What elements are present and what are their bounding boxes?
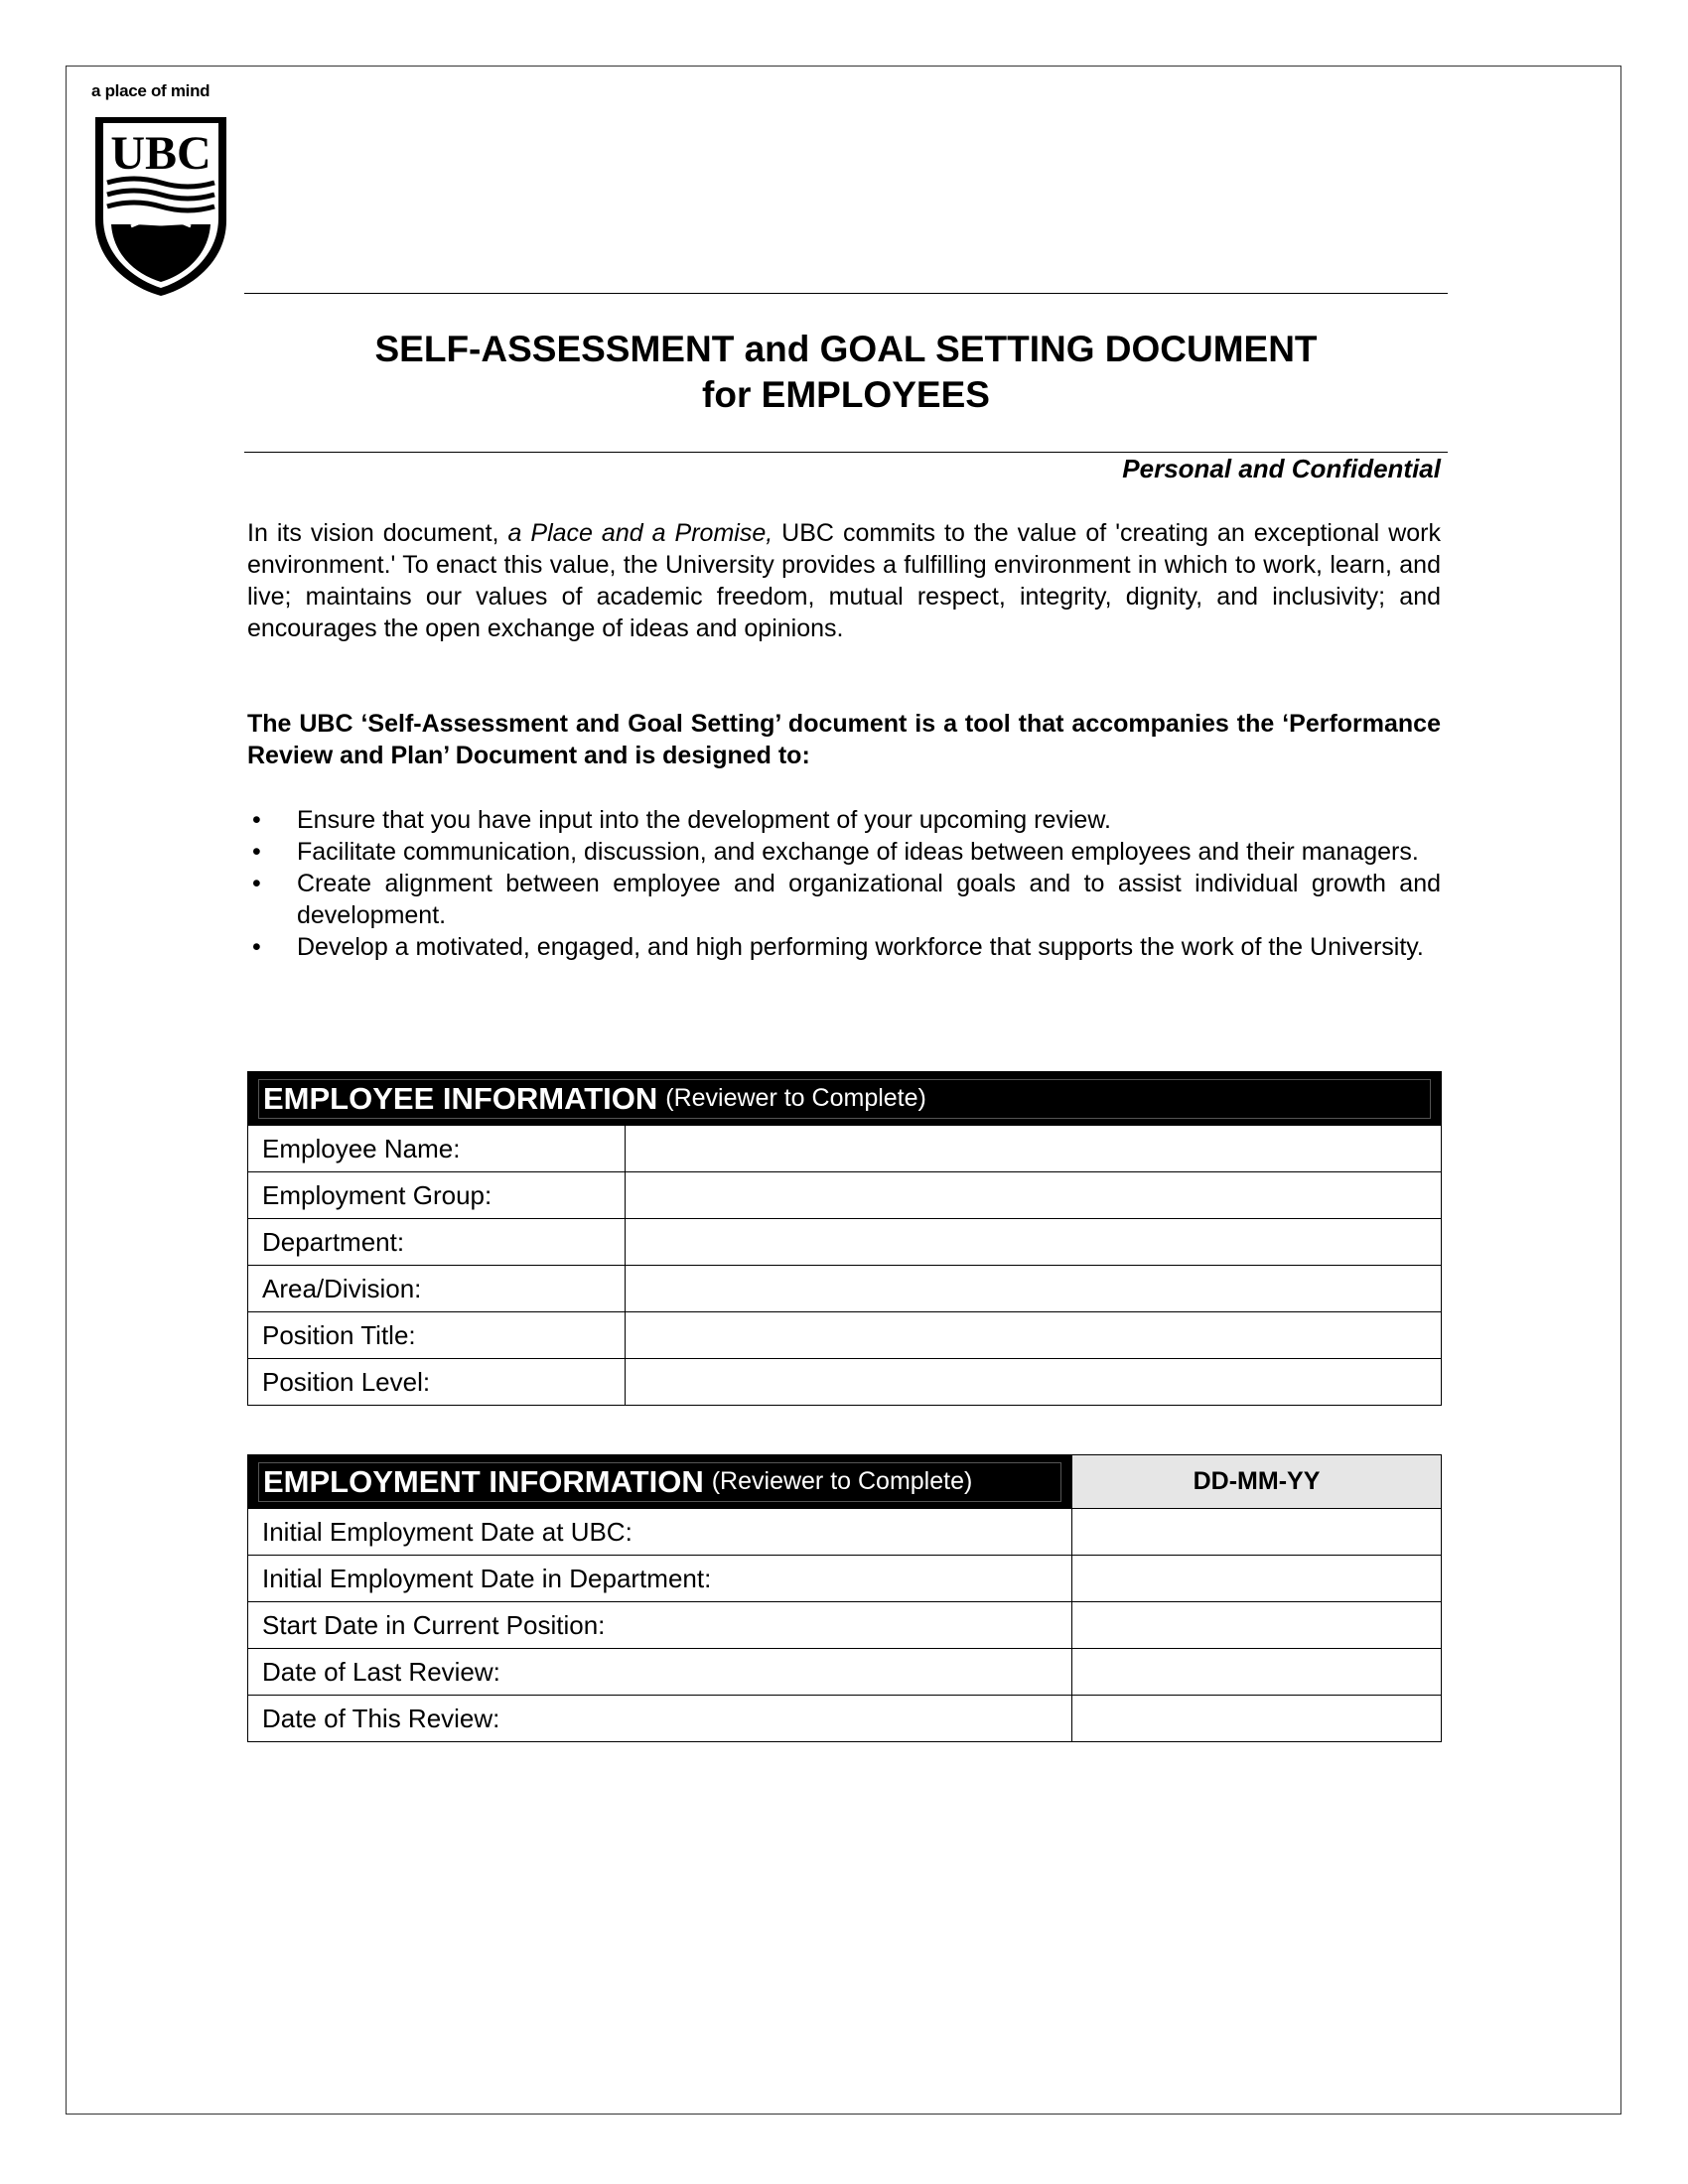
title-line-1: SELF-ASSESSMENT and GOAL SETTING DOCUMENT	[374, 329, 1318, 369]
initial-employment-date-department-field[interactable]	[1072, 1556, 1442, 1602]
field-label: Area/Division:	[248, 1266, 626, 1312]
table-row	[248, 1219, 1442, 1266]
initial-employment-date-ubc-field[interactable]	[1072, 1509, 1442, 1556]
table-row	[248, 1556, 1442, 1602]
field-label: Position Title:	[248, 1312, 626, 1359]
department-field[interactable]	[626, 1219, 1442, 1266]
employment-information-header: EMPLOYMENT INFORMATION (Reviewer to Complete)	[248, 1455, 1072, 1509]
crest-lettering: UBC	[110, 127, 211, 180]
document-title	[244, 327, 1448, 418]
purpose-statement: The UBC ‘Self-Assessment and Goal Setting’ document is a tool that accompanies the ‘Performance Review and Plan’ Document and is designed to:	[247, 710, 1441, 769]
intro-suffix: UBC commits to the value of 'creating an exceptional work environment.' To enact this value, the University provides a fulfilling environment in which to work, learn, and live; maintains our values of academic freedom, mutual respect, integrity, dignity, and inclusivity; and encourages the open exchange of ideas and opinions.	[247, 519, 1441, 642]
top-rule	[244, 293, 1448, 294]
tagline: a place of mind	[91, 81, 211, 100]
table-row	[248, 1359, 1442, 1406]
list-item: • Create alignment between employee and organizational goals and to assist individual growth and development.	[252, 870, 1441, 929]
date-of-this-review-field[interactable]	[1072, 1696, 1442, 1742]
field-label: Employee Name:	[248, 1126, 626, 1172]
purpose-bullet-list	[247, 804, 1441, 963]
start-date-current-position-field[interactable]	[1072, 1602, 1442, 1649]
intro-paragraph	[247, 517, 1441, 644]
employee-name-field[interactable]	[626, 1126, 1442, 1172]
field-label: Date of This Review:	[248, 1696, 1072, 1742]
ubc-crest-logo	[91, 113, 230, 298]
field-label: Department:	[248, 1219, 626, 1266]
employment-information-table	[247, 1454, 1442, 1742]
list-item: • Facilitate communication, discussion, and exchange of ideas between employees and their managers.	[252, 838, 1419, 866]
intro-prefix: In its vision document,	[247, 519, 508, 547]
field-label: Initial Employment Date at UBC:	[248, 1509, 1072, 1556]
table-row	[248, 1172, 1442, 1219]
employee-information-header: EMPLOYEE INFORMATION (Reviewer to Complete)	[248, 1072, 1442, 1126]
title-bottom-rule	[244, 452, 1448, 453]
table-row	[248, 1649, 1442, 1696]
table-row	[248, 1602, 1442, 1649]
field-label: Start Date in Current Position:	[248, 1602, 1072, 1649]
title-line-2: for EMPLOYEES	[702, 374, 990, 415]
area-division-field[interactable]	[626, 1266, 1442, 1312]
list-item: • Ensure that you have input into the development of your upcoming review.	[252, 806, 1111, 834]
table-row	[248, 1126, 1442, 1172]
employee-information-table	[247, 1071, 1442, 1406]
list-item: • Develop a motivated, engaged, and high performing workforce that supports the work of the University.	[252, 933, 1424, 961]
field-label: Date of Last Review:	[248, 1649, 1072, 1696]
employment-group-field[interactable]	[626, 1172, 1442, 1219]
confidential-label: Personal and Confidential	[1122, 454, 1441, 483]
table-row	[248, 1696, 1442, 1742]
table-row	[248, 1266, 1442, 1312]
vision-document-title: a Place and a Promise,	[507, 519, 774, 547]
field-label: Employment Group:	[248, 1172, 626, 1219]
date-of-last-review-field[interactable]	[1072, 1649, 1442, 1696]
position-level-field[interactable]	[626, 1359, 1442, 1406]
table-row	[248, 1509, 1442, 1556]
table-row	[248, 1312, 1442, 1359]
date-format-header: DD-MM-YY	[1072, 1455, 1442, 1509]
position-title-field[interactable]	[626, 1312, 1442, 1359]
field-label: Initial Employment Date in Department:	[248, 1556, 1072, 1602]
field-label: Position Level:	[248, 1359, 626, 1406]
